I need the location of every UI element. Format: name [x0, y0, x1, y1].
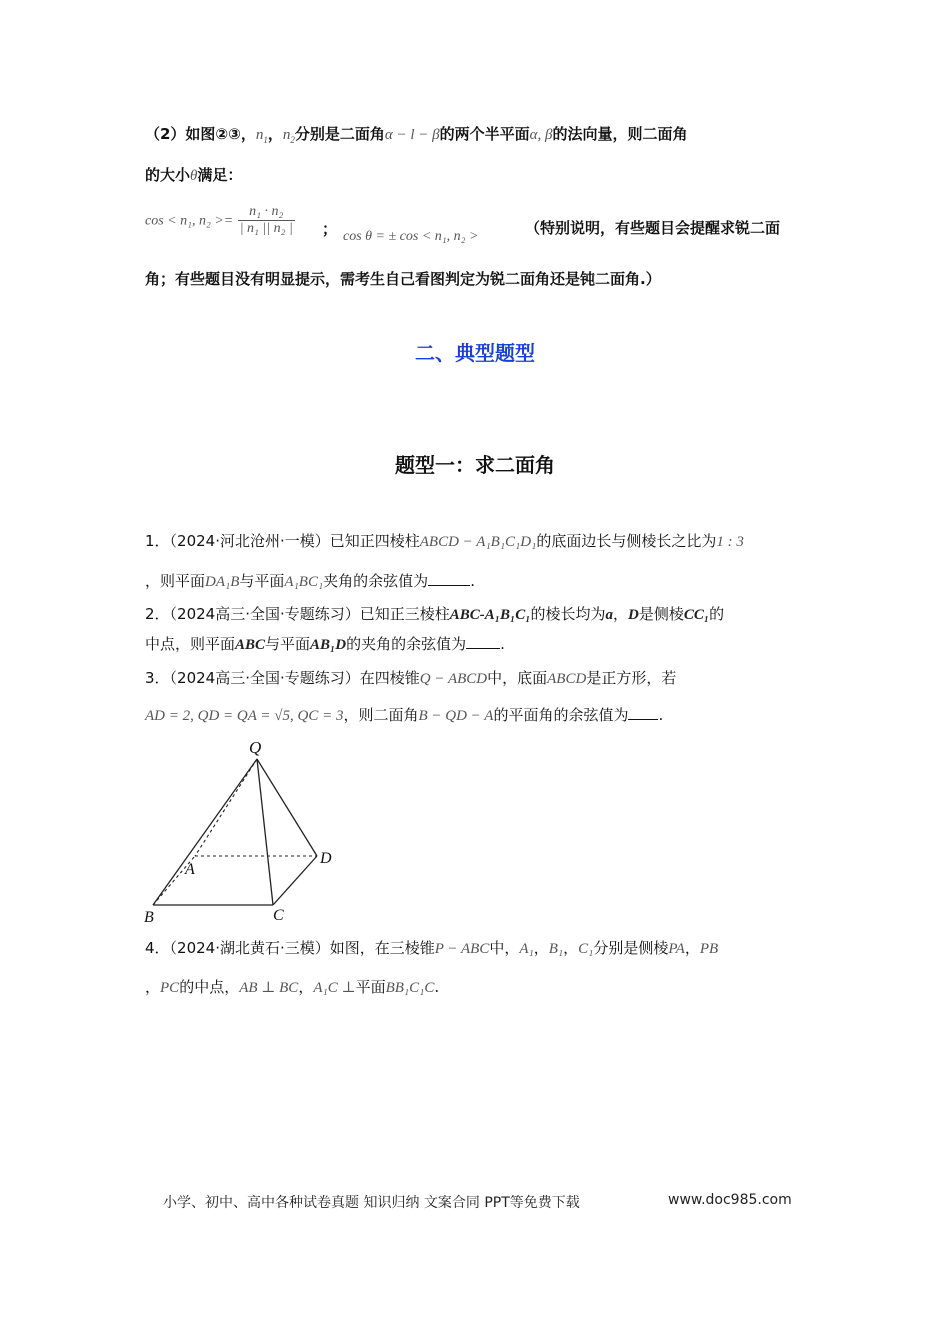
problem-text: ，则二面角 [343, 706, 419, 724]
label-b: B [144, 909, 154, 926]
ratio-symbol: 1 : 3 [716, 534, 744, 550]
formula-denominator: | n₁ || n₂ | [239, 221, 293, 236]
point-a1: A₁ [519, 941, 534, 957]
problem-number: 1． [145, 532, 170, 550]
problem-2-line-1 [145, 603, 724, 626]
answer-blank[interactable] [628, 705, 658, 720]
edge-pa: PA [668, 941, 685, 957]
dihedral-symbol: α − l − β [384, 127, 440, 143]
period: . [658, 706, 664, 724]
edge-qa [195, 759, 257, 856]
perp-condition: A₁C ⊥ [313, 980, 356, 996]
problem-text: 的中点， [179, 978, 240, 996]
edge-cd [273, 856, 317, 905]
problem-4-line-1 [145, 937, 718, 960]
edge-qb [153, 759, 257, 905]
problem-text: 与平面 [265, 635, 311, 653]
period: . [434, 978, 440, 996]
answer-blank[interactable] [428, 571, 470, 586]
plane-symbol: A₁BC₁ [284, 574, 324, 590]
intro-text: 满足： [197, 166, 243, 184]
separator: ， [298, 978, 314, 996]
problem-text: 的 [709, 605, 725, 623]
formula-lhs: cos < n₁, n₂ >= [145, 213, 234, 229]
problem-text: （2024高三·全国·专题练习）已知正三棱柱 [169, 605, 450, 623]
intro-line-2 [145, 164, 242, 187]
problem-1-line-1 [145, 530, 744, 553]
formula-line [145, 204, 295, 237]
pyramid-symbol: Q − ABCD [419, 671, 488, 687]
problem-1-line-2 [145, 570, 475, 593]
problem-text: （2024·湖北黄石·三模）如图，在三棱锥 [169, 939, 435, 957]
intro-text: 分别是二面角 [294, 125, 385, 143]
point-b1: B₁ [548, 941, 564, 957]
separator: ， [533, 939, 549, 957]
problem-number: 2． [145, 605, 170, 623]
problem-3-line-1 [145, 667, 676, 690]
problem-text: 与平面 [239, 572, 285, 590]
label-a: A [185, 861, 195, 878]
problem-text: 的夹角的余弦值为 [346, 635, 467, 653]
problem-2-line-2 [145, 633, 505, 656]
condition-formula: AD = 2, QD = QA = √5, QC = 3 [145, 708, 344, 724]
plane-symbol: BB₁C₁C [385, 980, 435, 996]
pyramid-symbol: P − ABC [434, 941, 490, 957]
plane-ab1d: AB₁D [310, 637, 347, 653]
problem-text: 是侧棱 [638, 605, 684, 623]
intro-text: 的法向量，则二面角 [552, 125, 688, 143]
answer-blank[interactable] [466, 634, 500, 649]
semicolon: ； [322, 220, 338, 238]
section-title: 二、典型题型 [415, 341, 535, 365]
intro-text: 的大小 [145, 166, 191, 184]
note-line-1: （特别说明，有些题目会提醒求锐二面 [525, 219, 781, 237]
problem-text: 分别是侧棱 [593, 939, 669, 957]
plane-symbol: DA₁B [205, 574, 240, 590]
period: . [500, 635, 505, 653]
prism-symbol: ABCD − A₁B₁C₁D₁ [419, 534, 537, 550]
problem-text: 的棱长均为 [530, 605, 606, 623]
problem-text: 夹角的余弦值为 [323, 572, 429, 590]
problem-text: 是正方形，若 [586, 669, 677, 687]
edge-pb: PB [699, 941, 719, 957]
formula-fraction [238, 204, 295, 237]
point-c1: C₁ [578, 941, 594, 957]
problem-text: ，则平面 [145, 572, 206, 590]
problem-text: 的平面角的余弦值为 [493, 706, 629, 724]
point-d: D [628, 607, 639, 623]
problem-text: 中， [489, 939, 520, 957]
problem-number: 3． [145, 669, 170, 687]
plane-abc: ABC [235, 637, 266, 653]
problem-number: 4． [145, 939, 170, 957]
problem-text: 中点，则平面 [145, 635, 236, 653]
formula-numerator: n₁ · n₂ [238, 204, 295, 221]
problem-text: （2024高三·全国·专题练习）在四棱锥 [169, 669, 420, 687]
normal-n2: $n_2$ [282, 127, 295, 145]
problem-text: （2024·河北沧州·一模）已知正四棱柱 [169, 532, 420, 550]
intro-text: （2）如图②③， [145, 125, 256, 143]
problem-text: 中，底面 [487, 669, 548, 687]
theta-symbol: θ [190, 168, 198, 184]
footer-url[interactable]: www.doc985.com [668, 1192, 792, 1208]
formula-2: cos θ = ± cos < n₁, n₂ > [343, 229, 479, 244]
problem-text: ， [145, 978, 161, 996]
perp-condition: AB ⊥ BC [239, 980, 299, 996]
note-line-2: 角；有些题目没有明显提示，需考生自己看图判定为锐二面角还是钝二面角.） [145, 270, 661, 288]
problem-text: 平面 [355, 978, 386, 996]
period: . [470, 572, 475, 590]
planes-symbol: α, β [529, 127, 553, 143]
base-symbol: ABCD [547, 671, 587, 687]
footer-text: 小学、初中、高中各种试卷真题 知识归纳 文案合同 PPT等免费下载 [163, 1195, 580, 1211]
edge-cc1: CC₁ [683, 607, 710, 623]
variable-a: a [605, 607, 613, 623]
problem-4-line-2 [145, 976, 439, 999]
separator: ， [267, 125, 283, 143]
label-d: D [320, 850, 332, 867]
separator: ， [563, 939, 579, 957]
dihedral-symbol: B − QD − A [418, 708, 494, 724]
edge-pc: PC [160, 980, 180, 996]
normal-n1: $n_1$ [255, 127, 268, 145]
problem-text: ， [613, 605, 629, 623]
type-title: 题型一：求二面角 [395, 453, 555, 477]
intro-text: 的两个半平面 [439, 125, 530, 143]
problem-3-line-2 [145, 704, 663, 727]
label-c: C [273, 907, 284, 924]
prism-symbol: ABC-A₁B₁C₁ [449, 607, 531, 623]
separator: ， [684, 939, 700, 957]
problem-text: 的底面边长与侧棱长之比为 [536, 532, 717, 550]
intro-line-1 [145, 123, 688, 151]
pyramid-figure [130, 735, 350, 930]
label-q: Q [249, 738, 262, 757]
